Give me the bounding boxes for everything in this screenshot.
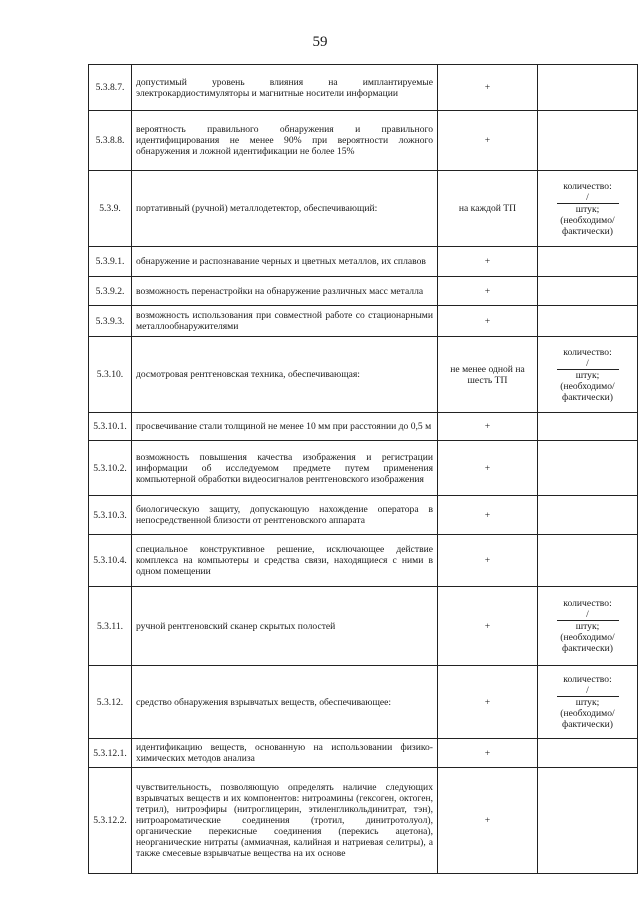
item-quantity-cell (538, 277, 638, 306)
item-description: портативный (ручной) металлодетектор, обеспечивающий: (132, 171, 438, 247)
item-number: 5.3.9.1. (89, 247, 132, 277)
item-description: возможность повышения качества изображения и регистрации информации об исследуемом предмете путем применения компьютерной обработки видеосигналов рентгеновского изображения (132, 441, 438, 496)
quantity-label: количество: (563, 346, 612, 358)
item-quantity-cell (538, 535, 638, 587)
quantity-label: количество: (563, 674, 612, 685)
quantity-label: количество: (563, 180, 612, 192)
item-quantity-cell (538, 441, 638, 496)
item-quantity-cell (538, 413, 638, 441)
item-description: средство обнаружения взрывчатых веществ, обеспечивающее: (132, 666, 438, 739)
item-quantity-cell (538, 496, 638, 535)
item-requirement: + (438, 739, 538, 768)
page-number: 59 (312, 34, 328, 50)
requirements-table (88, 64, 638, 874)
quantity-necessity: (необходимо/ (560, 632, 615, 643)
quantity-unit: штук; (575, 369, 600, 381)
quantity-slash: / (557, 685, 619, 697)
item-quantity-cell (538, 171, 638, 247)
quantity-actual: фактически) (562, 643, 613, 654)
item-quantity-cell (538, 587, 638, 666)
table-row (89, 306, 638, 337)
item-number: 5.3.12.2. (89, 768, 132, 874)
item-number: 5.3.10. (89, 337, 132, 413)
item-number: 5.3.8.8. (89, 111, 132, 171)
item-requirement: + (438, 768, 538, 874)
item-requirement: + (438, 666, 538, 739)
item-quantity-cell (538, 666, 638, 739)
item-number: 5.3.10.1. (89, 413, 132, 441)
item-description: биологическую защиту, допускающую нахождение оператора в непосредственной близости от рентгеновского аппарата (132, 496, 438, 535)
quantity-slash: / (557, 358, 619, 370)
table-row (89, 277, 638, 306)
quantity-actual: фактически) (562, 225, 613, 237)
item-number: 5.3.12.1. (89, 739, 132, 768)
quantity-actual: фактически) (562, 391, 613, 403)
item-description: допустимый уровень влияния на имплантируемые электрокардиостимуляторы и магнитные носители информации (132, 65, 438, 111)
table-row (89, 739, 638, 768)
item-description: идентификацию веществ, основанную на использовании физико-химических методов анализа (132, 739, 438, 768)
quantity-unit: штук; (575, 697, 600, 708)
item-number: 5.3.10.4. (89, 535, 132, 587)
item-quantity-cell (538, 337, 638, 413)
quantity-unit: штук; (575, 621, 600, 632)
item-quantity-cell (538, 306, 638, 337)
quantity-actual: фактически) (562, 719, 613, 730)
item-quantity-cell (538, 739, 638, 768)
item-description: специальное конструктивное решение, исключающее действие комплекса на компьютеры и средства связи, находящиеся с ними в одном помещении (132, 535, 438, 587)
item-description: возможность перенастройки на обнаружение различных масс металла (132, 277, 438, 306)
item-requirement: + (438, 535, 538, 587)
item-requirement: + (438, 413, 538, 441)
item-requirement: + (438, 111, 538, 171)
table-row (89, 768, 638, 874)
item-requirement: + (438, 587, 538, 666)
item-requirement: + (438, 277, 538, 306)
item-quantity-cell (538, 65, 638, 111)
item-requirement: + (438, 496, 538, 535)
item-description: ручной рентгеновский сканер скрытых полостей (132, 587, 438, 666)
item-requirement: на каждой ТП (438, 171, 538, 247)
table-row (89, 337, 638, 413)
quantity-label: количество: (563, 598, 612, 609)
item-quantity-cell (538, 247, 638, 277)
quantity-unit: штук; (575, 203, 600, 215)
table-row (89, 247, 638, 277)
table-row (89, 535, 638, 587)
table-row (89, 587, 638, 666)
quantity-necessity: (необходимо/ (560, 214, 615, 226)
item-requirement: + (438, 441, 538, 496)
item-description: чувствительность, позволяющую определять наличие следующих взрывчатых веществ и их компонентов: нитроамины (гексоген, октоген, тетрил), нитроэфиры (нитроглицерин, этиленгликольдинитрат, тэн), нитроароматические соединения (тротил, динитротолуол), органические перекисные соединения (перекись ацетона), неорганические нитраты (аммиачная, калийная и натриевая селитры), а также смесевые взрывчатые вещества на их основе (132, 768, 438, 874)
item-number: 5.3.11. (89, 587, 132, 666)
table-row (89, 65, 638, 111)
item-requirement: + (438, 247, 538, 277)
quantity-slash: / (557, 192, 619, 204)
item-description: возможность использования при совместной работе со стационарными металлообнаружителями (132, 306, 438, 337)
item-requirement: + (438, 65, 538, 111)
quantity-necessity: (необходимо/ (560, 380, 615, 392)
table-row (89, 666, 638, 739)
table-row (89, 171, 638, 247)
item-number: 5.3.8.7. (89, 65, 132, 111)
item-description: досмотровая рентгеновская техника, обеспечивающая: (132, 337, 438, 413)
item-number: 5.3.9. (89, 171, 132, 247)
table-row (89, 441, 638, 496)
item-description: вероятность правильного обнаружения и правильного идентифицирования не менее 90% при вероятности ложного обнаружения и ложной идентификации не более 15% (132, 111, 438, 171)
quantity-slash: / (557, 609, 619, 621)
item-number: 5.3.9.3. (89, 306, 132, 337)
item-number: 5.3.9.2. (89, 277, 132, 306)
table-row (89, 413, 638, 441)
item-quantity-cell (538, 111, 638, 171)
table-row (89, 111, 638, 171)
table-row (89, 496, 638, 535)
item-number: 5.3.10.3. (89, 496, 132, 535)
item-quantity-cell (538, 768, 638, 874)
item-number: 5.3.10.2. (89, 441, 132, 496)
item-requirement: не менее одной на шесть ТП (438, 337, 538, 413)
item-requirement: + (438, 306, 538, 337)
quantity-necessity: (необходимо/ (560, 708, 615, 719)
item-description: обнаружение и распознавание черных и цветных металлов, их сплавов (132, 247, 438, 277)
item-description: просвечивание стали толщиной не менее 10 мм при расстоянии до 0,5 м (132, 413, 438, 441)
item-number: 5.3.12. (89, 666, 132, 739)
